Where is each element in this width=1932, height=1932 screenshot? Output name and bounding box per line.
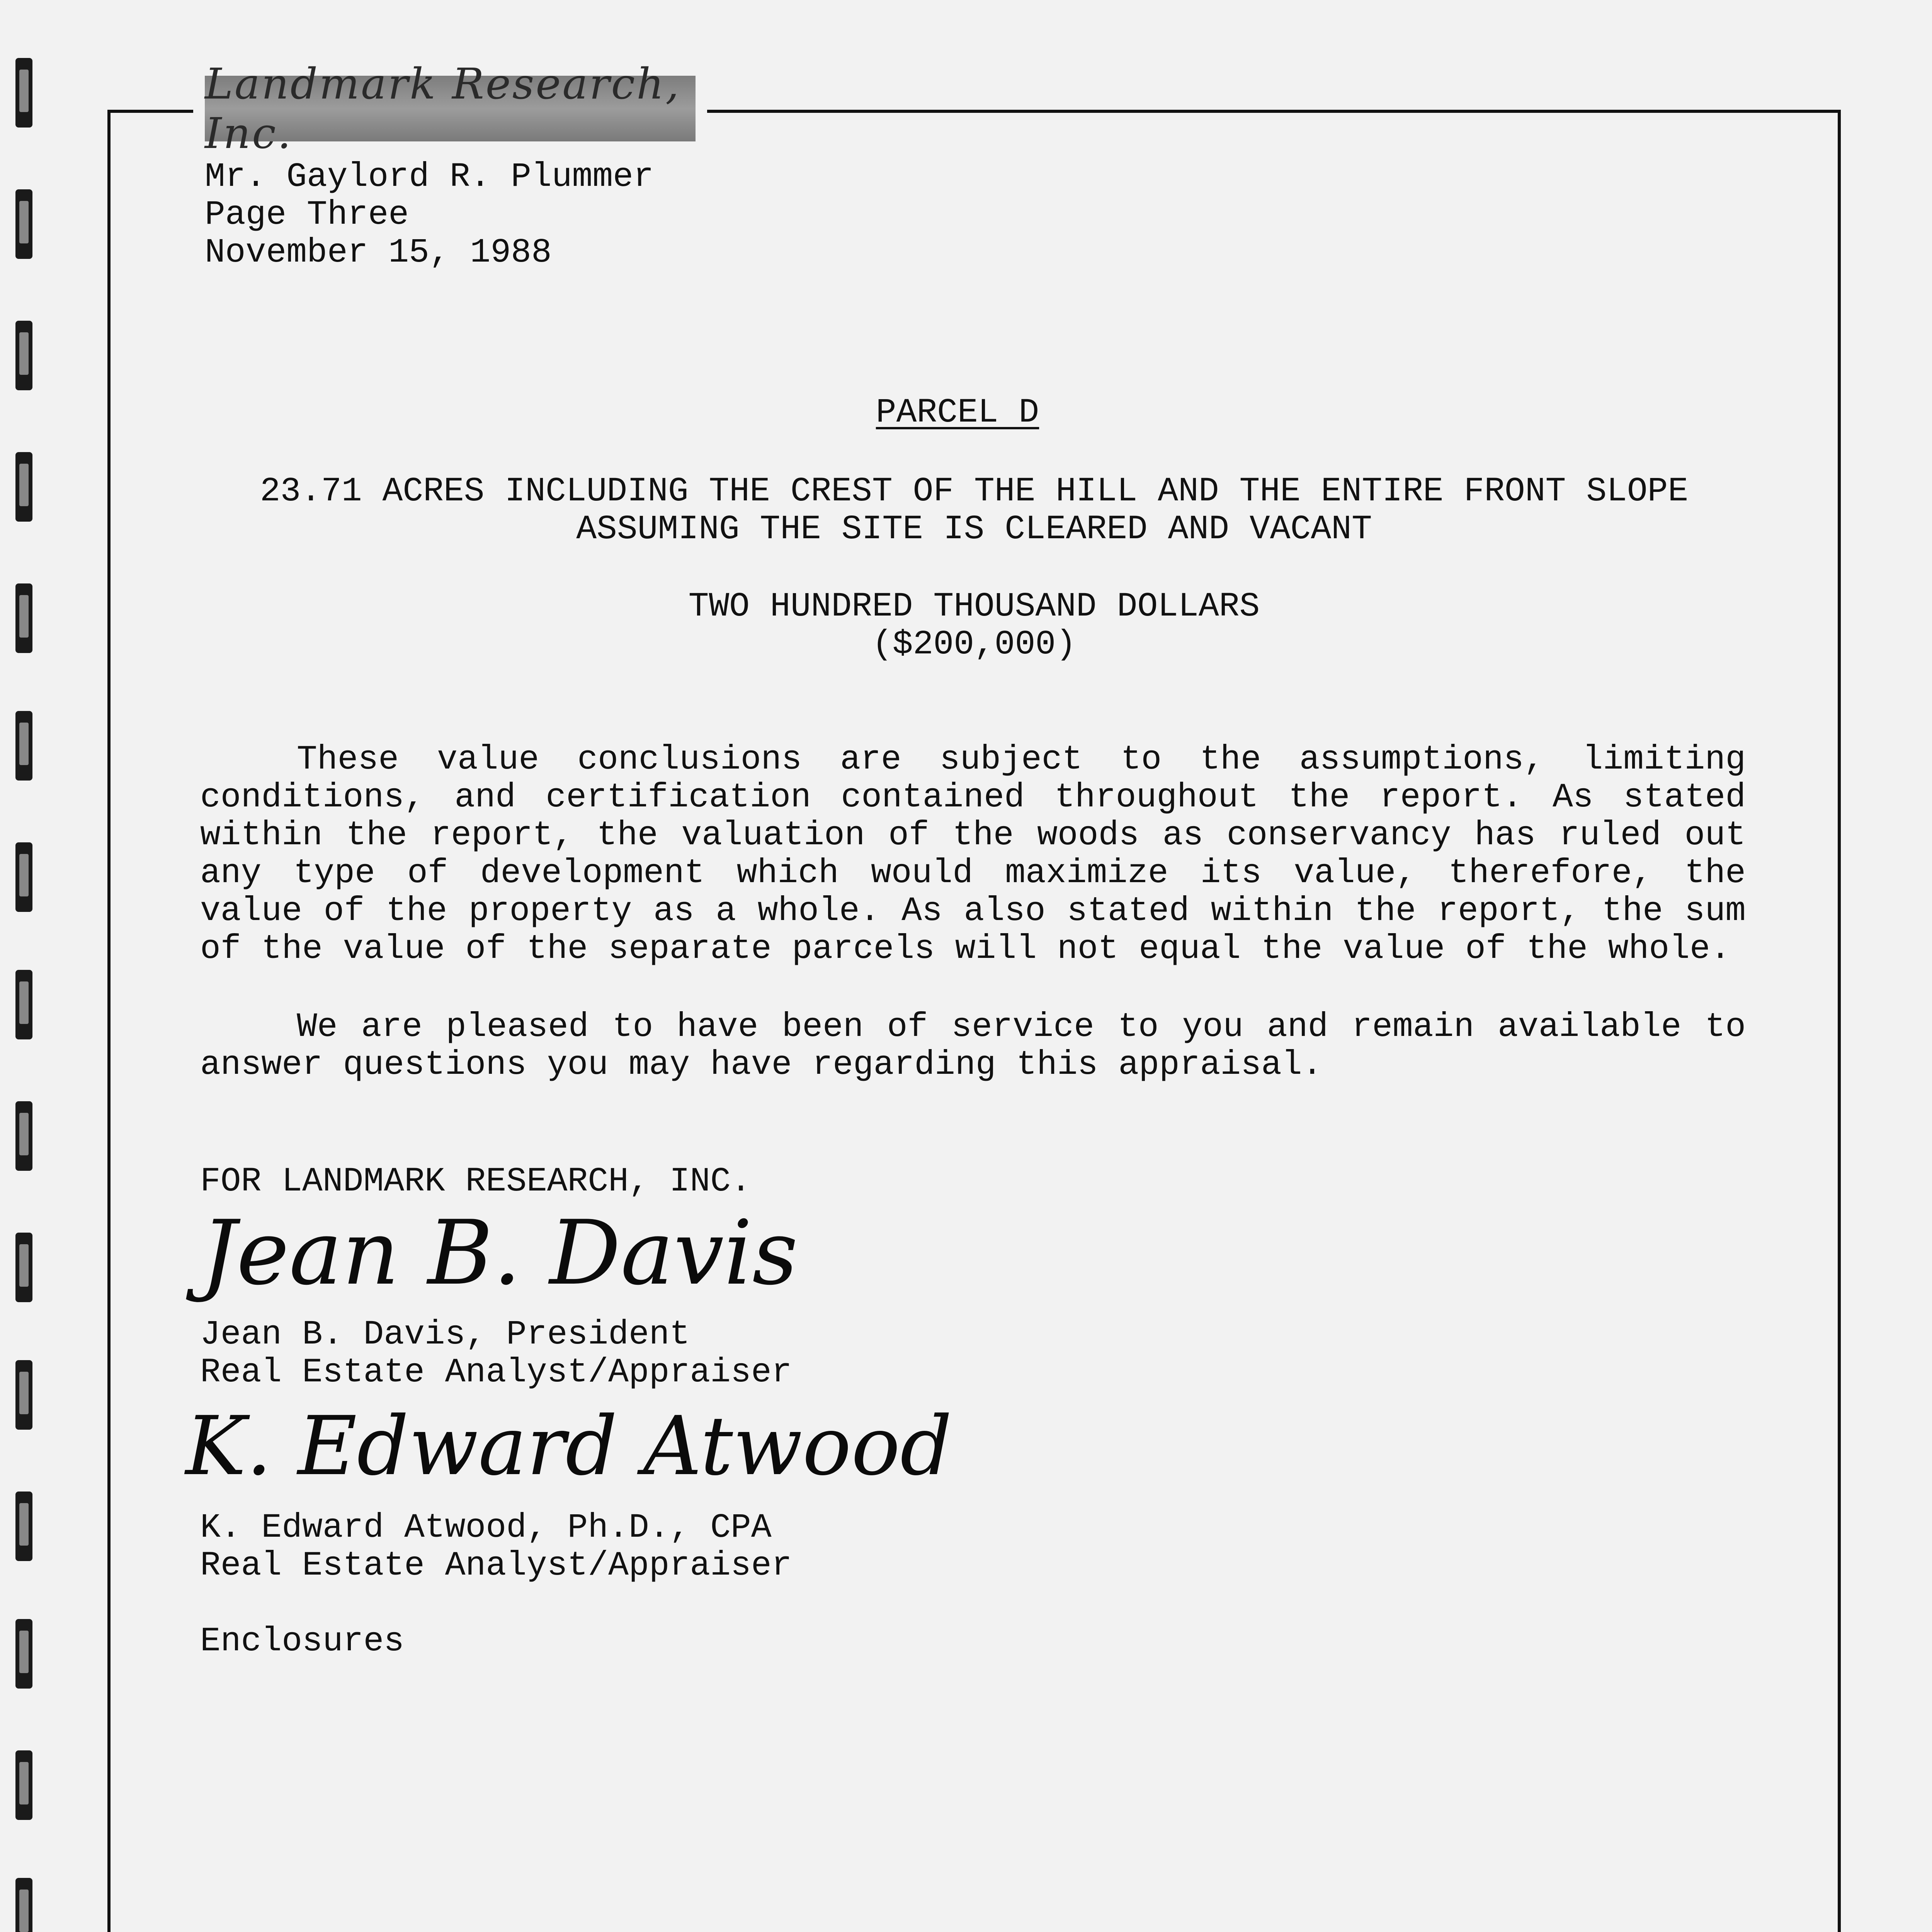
binding-hole <box>15 711 32 781</box>
binding-hole <box>15 189 32 259</box>
signer1-name: Jean B. Davis, President <box>200 1316 690 1354</box>
binding-hole <box>15 1101 32 1171</box>
binding-hole <box>15 452 32 522</box>
binding-hole <box>15 970 32 1039</box>
body-paragraph-1: These value conclusions are subject to the assumptions, limiting conditions, and certification contained throughout the report. As stated within the report, the valuation of the woods as conservancy has ruled out any type of development which would maximize its value, therefore, the value of the property as a whole. As also stated within the report, the sum of the value of the separate parcels will not equal the value of the whole. <box>200 741 1746 968</box>
binding-hole <box>15 1619 32 1689</box>
signer2-name: K. Edward Atwood, Ph.D., CPA <box>200 1509 772 1547</box>
body-paragraph-2: We are pleased to have been of service to you and remain available to answer questions you may have regarding this appraisal. <box>200 1008 1746 1084</box>
binding-hole <box>15 1233 32 1302</box>
parcel-value-number: ($200,000) <box>872 626 1077 664</box>
parcel-description-line2: ASSUMING THE SITE IS CLEARED AND VACANT <box>576 510 1372 549</box>
parcel-heading-text: PARCEL D <box>876 394 1039 432</box>
parcel-description-line1: 23.71 ACRES INCLUDING THE CREST OF THE HILL AND THE ENTIRE FRONT SLOPE <box>260 473 1689 511</box>
parcel-value-words: TWO HUNDRED THOUSAND DOLLARS <box>688 588 1260 626</box>
binding-hole <box>15 321 32 390</box>
binding-hole <box>15 1750 32 1820</box>
binding-hole <box>15 583 32 653</box>
enclosures-label: Enclosures <box>200 1622 405 1661</box>
page-label: Page Three <box>205 196 409 234</box>
binding-hole <box>15 1878 32 1932</box>
letter-date: November 15, 1988 <box>205 234 552 272</box>
parcel-heading <box>107 394 1808 432</box>
binding-holes <box>15 0 32 1932</box>
recipient-name: Mr. Gaylord R. Plummer <box>205 158 654 196</box>
binding-hole <box>15 1492 32 1561</box>
binding-hole <box>15 842 32 912</box>
closing-firm: FOR LANDMARK RESEARCH, INC. <box>200 1163 751 1201</box>
binding-hole <box>15 1360 32 1430</box>
signer2-title: Real Estate Analyst/Appraiser <box>200 1547 792 1585</box>
signer1-title: Real Estate Analyst/Appraiser <box>200 1354 792 1392</box>
letterhead-logo: Landmark Research, Inc. <box>205 76 696 141</box>
binding-hole <box>15 58 32 128</box>
signature-jean-davis: Jean B. Davis <box>201 1202 798 1305</box>
signature-edward-atwood: K. Edward Atwood <box>185 1399 952 1493</box>
